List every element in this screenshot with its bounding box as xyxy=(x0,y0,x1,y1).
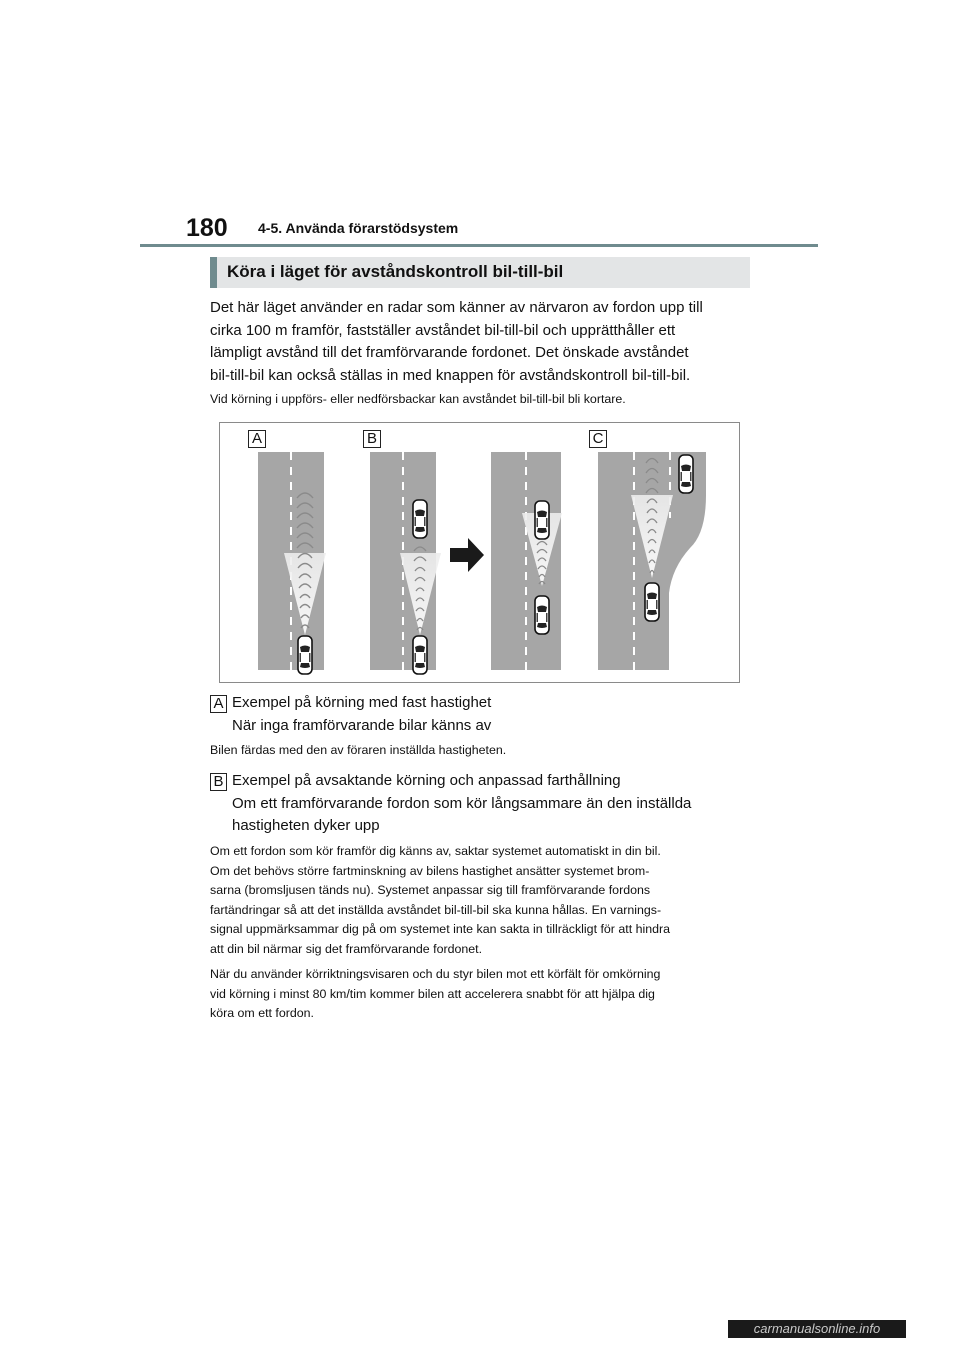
section-heading-bar xyxy=(210,257,217,288)
item-b-line: Exempel på avsaktande körning och anpassad farthållning xyxy=(232,772,621,789)
item-b-note-line: köra om ett fordon. xyxy=(210,1006,314,1020)
intro-line: lämpligt avstånd till det framförvarande fordonet. Det önskade avståndet xyxy=(210,344,689,361)
figure-label-c: C xyxy=(589,430,607,448)
chapter-title: 4-5. Använda förarstödsystem xyxy=(258,220,459,236)
item-b-heading xyxy=(232,770,691,838)
intro-line: Det här läget använder en radar som känner av närvaron av fordon upp till xyxy=(210,299,703,316)
item-b-note-line: När du använder körriktningsvisaren och du styr bilen mot ett körfält för omkörning xyxy=(210,967,661,981)
item-a-note: Bilen färdas med den av föraren inställda hastigheten. xyxy=(210,743,507,757)
item-a-label: A xyxy=(210,695,227,713)
item-b-note-line: Om ett fordon som kör framför dig känns av, saktar systemet automatiskt in din bil. xyxy=(210,844,661,858)
intro-paragraph xyxy=(210,297,750,387)
header-rule xyxy=(140,244,818,247)
item-a-line: Exempel på körning med fast hastighet xyxy=(232,694,492,711)
item-b-note-line: sarna (bromsljusen tänds nu). Systemet anpassar sig till framförvarande fordons xyxy=(210,883,651,897)
item-b-note-line: fartändringar så att det inställda avståndet bil-till-bil ska kunna hållas. En varnings- xyxy=(210,902,662,917)
item-b-note-line: att din bil närmar sig det framförvarande fordonet. xyxy=(210,941,483,956)
road-scenes-illustration xyxy=(220,423,739,682)
item-b-line: hastigheten dyker upp xyxy=(232,817,380,834)
item-a-line: När inga framförvarande bilar känns av xyxy=(232,716,492,734)
item-b-label: B xyxy=(210,773,227,791)
acc-figure xyxy=(219,422,740,683)
page-number: 180 xyxy=(186,214,228,242)
scene-c xyxy=(598,452,706,670)
section-heading xyxy=(210,257,750,288)
figure-label-a: A xyxy=(248,430,266,448)
scene-b2 xyxy=(491,452,562,670)
figure-label-b: B xyxy=(363,430,381,448)
item-b-note-line: signal uppmärksammar dig på om systemet inte kan sakta in tillräckligt för att hindra xyxy=(210,922,671,936)
section-title: Köra i läget för avståndskontroll bil-till-bil xyxy=(227,262,564,281)
item-b-notes xyxy=(210,842,750,1024)
intro-line: bil-till-bil kan också ställas in med knappen för avståndskontroll bil-till-bil. xyxy=(210,366,691,384)
intro-note: Vid körning i uppförs- eller nedförsbackar kan avståndet bil-till-bil bli kortare. xyxy=(210,392,626,406)
item-b-note-line: vid körning i minst 80 km/tim kommer bilen att accelerera snabbt för att hjälpa dig xyxy=(210,986,655,1001)
scene-a xyxy=(258,452,326,674)
transition-arrow xyxy=(450,538,484,572)
item-b-note-line: Om det behövs större fartminskning av bilens hastighet ansätter systemet brom- xyxy=(210,863,650,878)
item-a-heading xyxy=(232,692,491,737)
item-b-line: Om ett framförvarande fordon som kör långsammare än den inställda xyxy=(232,794,692,812)
watermark-link[interactable]: carmanualsonline.info xyxy=(728,1320,906,1338)
scene-b xyxy=(370,452,441,674)
intro-line: cirka 100 m framför, fastställer avståndet bil-till-bil och upprätthåller ett xyxy=(210,321,676,339)
